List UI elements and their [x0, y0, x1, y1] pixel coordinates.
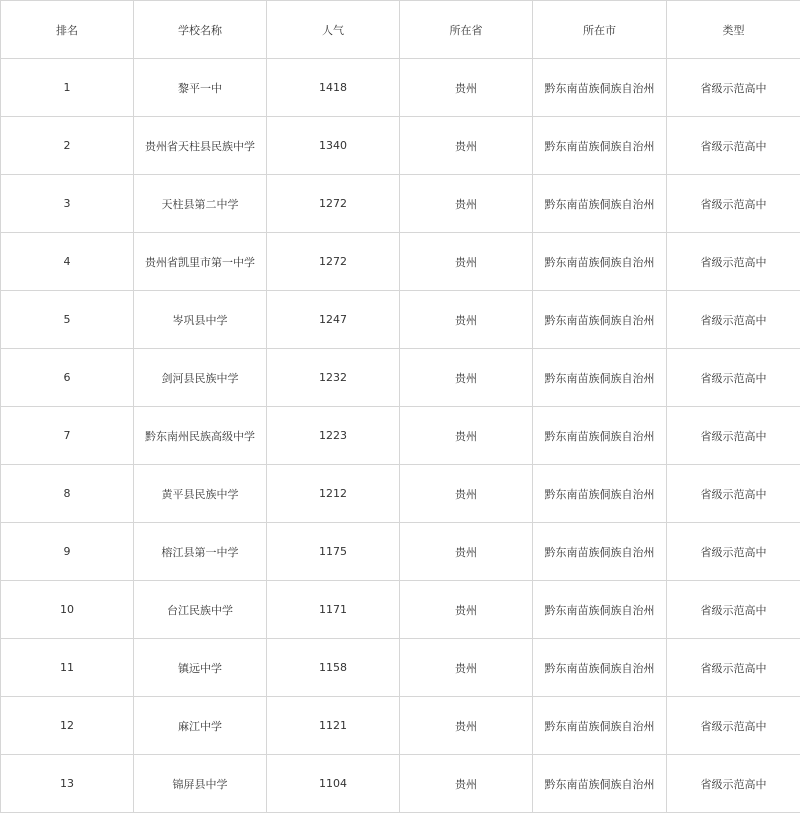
cell-rank: 9: [1, 523, 134, 581]
cell-city: 黔东南苗族侗族自治州: [533, 175, 667, 233]
cell-province: 贵州: [400, 465, 533, 523]
cell-popularity: 1223: [267, 407, 400, 465]
cell-city: 黔东南苗族侗族自治州: [533, 523, 667, 581]
cell-type: 省级示范高中: [667, 117, 800, 175]
cell-city: 黔东南苗族侗族自治州: [533, 349, 667, 407]
cell-province: 贵州: [400, 349, 533, 407]
table-row: [1, 291, 800, 349]
cell-popularity: 1104: [267, 755, 400, 813]
cell-type: 省级示范高中: [667, 523, 800, 581]
cell-popularity: 1175: [267, 523, 400, 581]
header-rank: 排名: [1, 1, 134, 59]
cell-rank: 10: [1, 581, 134, 639]
cell-city: 黔东南苗族侗族自治州: [533, 233, 667, 291]
cell-rank: 2: [1, 117, 134, 175]
cell-province: 贵州: [400, 755, 533, 813]
cell-province: 贵州: [400, 233, 533, 291]
table-row: [1, 639, 800, 697]
cell-province: 贵州: [400, 407, 533, 465]
cell-province: 贵州: [400, 639, 533, 697]
cell-city: 黔东南苗族侗族自治州: [533, 407, 667, 465]
cell-school-name: 岑巩县中学: [134, 291, 267, 349]
cell-popularity: 1418: [267, 59, 400, 117]
table-row: [1, 175, 800, 233]
cell-type: 省级示范高中: [667, 639, 800, 697]
table-row: [1, 59, 800, 117]
cell-city: 黔东南苗族侗族自治州: [533, 59, 667, 117]
cell-province: 贵州: [400, 59, 533, 117]
header-popularity: 人气: [267, 1, 400, 59]
cell-school-name: 剑河县民族中学: [134, 349, 267, 407]
cell-rank: 5: [1, 291, 134, 349]
cell-type: 省级示范高中: [667, 175, 800, 233]
cell-city: 黔东南苗族侗族自治州: [533, 697, 667, 755]
cell-rank: 1: [1, 59, 134, 117]
cell-type: 省级示范高中: [667, 581, 800, 639]
cell-province: 贵州: [400, 117, 533, 175]
cell-school-name: 贵州省天柱县民族中学: [134, 117, 267, 175]
table-row: [1, 697, 800, 755]
cell-school-name: 贵州省凯里市第一中学: [134, 233, 267, 291]
cell-type: 省级示范高中: [667, 465, 800, 523]
cell-rank: 11: [1, 639, 134, 697]
cell-province: 贵州: [400, 291, 533, 349]
cell-city: 黔东南苗族侗族自治州: [533, 639, 667, 697]
cell-rank: 6: [1, 349, 134, 407]
cell-rank: 12: [1, 697, 134, 755]
cell-popularity: 1272: [267, 233, 400, 291]
header-school-name: 学校名称: [134, 1, 267, 59]
table-row: [1, 755, 800, 813]
table-row: [1, 117, 800, 175]
cell-popularity: 1232: [267, 349, 400, 407]
cell-school-name: 黎平一中: [134, 59, 267, 117]
cell-city: 黔东南苗族侗族自治州: [533, 755, 667, 813]
table-row: [1, 465, 800, 523]
cell-rank: 3: [1, 175, 134, 233]
cell-rank: 7: [1, 407, 134, 465]
cell-type: 省级示范高中: [667, 233, 800, 291]
cell-popularity: 1212: [267, 465, 400, 523]
cell-type: 省级示范高中: [667, 291, 800, 349]
cell-popularity: 1340: [267, 117, 400, 175]
table-row: [1, 233, 800, 291]
cell-popularity: 1247: [267, 291, 400, 349]
cell-school-name: 麻江中学: [134, 697, 267, 755]
cell-type: 省级示范高中: [667, 349, 800, 407]
cell-type: 省级示范高中: [667, 697, 800, 755]
header-type: 类型: [667, 1, 800, 59]
cell-school-name: 天柱县第二中学: [134, 175, 267, 233]
cell-city: 黔东南苗族侗族自治州: [533, 117, 667, 175]
cell-city: 黔东南苗族侗族自治州: [533, 291, 667, 349]
header-province: 所在省: [400, 1, 533, 59]
cell-rank: 4: [1, 233, 134, 291]
cell-type: 省级示范高中: [667, 407, 800, 465]
cell-school-name: 台江民族中学: [134, 581, 267, 639]
table-row: [1, 349, 800, 407]
table-row: [1, 581, 800, 639]
cell-city: 黔东南苗族侗族自治州: [533, 465, 667, 523]
cell-school-name: 黔东南州民族高级中学: [134, 407, 267, 465]
cell-city: 黔东南苗族侗族自治州: [533, 581, 667, 639]
cell-school-name: 镇远中学: [134, 639, 267, 697]
cell-province: 贵州: [400, 697, 533, 755]
table-header-row: [1, 1, 800, 59]
cell-type: 省级示范高中: [667, 755, 800, 813]
cell-rank: 8: [1, 465, 134, 523]
table-row: [1, 407, 800, 465]
cell-province: 贵州: [400, 581, 533, 639]
header-city: 所在市: [533, 1, 667, 59]
table-row: [1, 523, 800, 581]
cell-school-name: 榕江县第一中学: [134, 523, 267, 581]
cell-type: 省级示范高中: [667, 59, 800, 117]
cell-school-name: 锦屏县中学: [134, 755, 267, 813]
cell-popularity: 1158: [267, 639, 400, 697]
cell-school-name: 黄平县民族中学: [134, 465, 267, 523]
cell-popularity: 1171: [267, 581, 400, 639]
cell-popularity: 1121: [267, 697, 400, 755]
cell-popularity: 1272: [267, 175, 400, 233]
cell-province: 贵州: [400, 523, 533, 581]
cell-province: 贵州: [400, 175, 533, 233]
cell-rank: 13: [1, 755, 134, 813]
